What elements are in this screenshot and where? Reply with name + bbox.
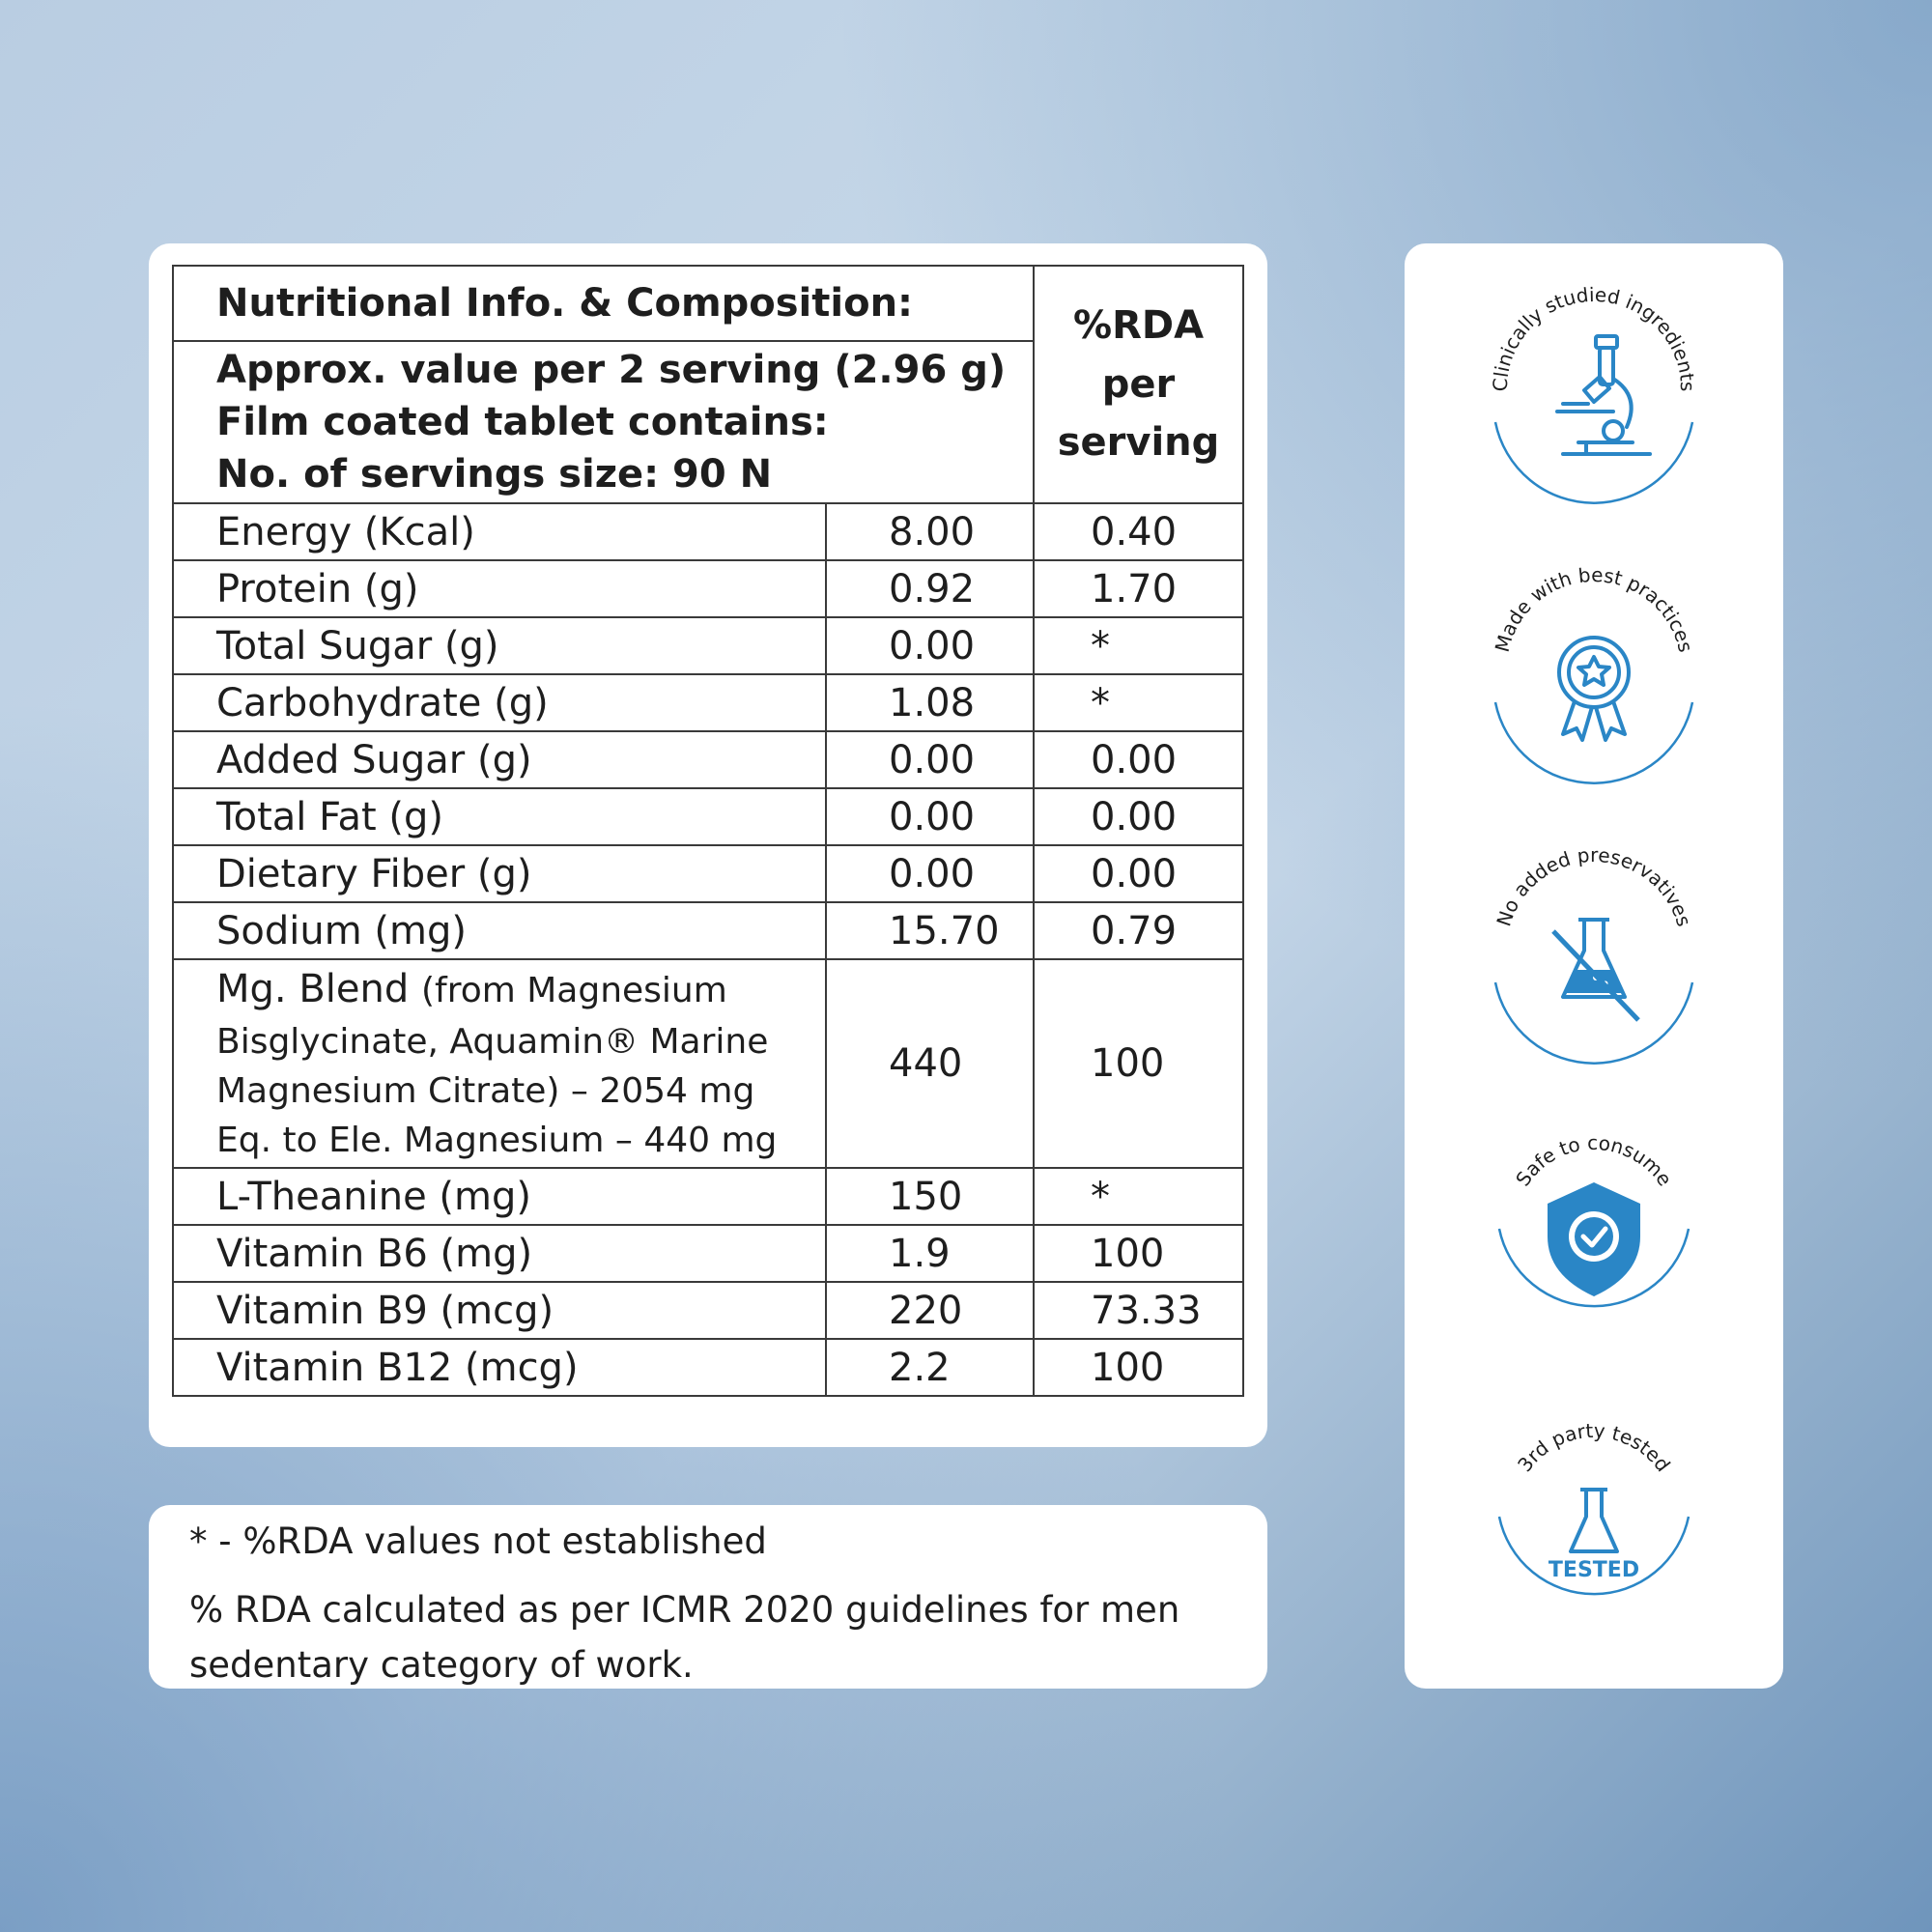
nutrient-value: 0.00 [826,731,1034,788]
footnote-rda: % RDA calculated as per ICMR 2020 guidelines for men sedentary category of work. [189,1589,1180,1687]
nutrient-rda: 0.00 [1034,845,1243,902]
badge-label-text: No added preservatives [1492,842,1696,929]
nutrient-value: 2.2 [826,1339,1034,1396]
footnote-asterisk: * - %RDA values not established [189,1520,767,1562]
table-row [173,731,1243,788]
table-row [173,788,1243,845]
svg-text:3rd party tested [1513,1419,1675,1476]
nutrient-name: Sodium (mg) [173,902,826,959]
nutrient-value: 8.00 [826,503,1034,560]
nutrient-value: 150 [826,1168,1034,1225]
footnote-card [149,1505,1267,1689]
badge-clinically-studied [1486,282,1702,514]
serving-line: No. of servings size: 90 N [216,452,773,497]
table-row-mg-blend [173,959,1243,1168]
nutrient-value: 15.70 [826,902,1034,959]
nutrient-name: Carbohydrate (g) [173,674,826,731]
table-title: Nutritional Info. & Composition: [173,266,1034,341]
nutrient-value: 0.92 [826,560,1034,617]
nutrient-name: Dietary Fiber (g) [173,845,826,902]
badge-label-text: Clinically studied ingredients [1488,282,1700,392]
badge-svg [1486,1122,1702,1354]
nutrient-name: Vitamin B12 (mcg) [173,1339,826,1396]
nutrient-rda: 0.79 [1034,902,1243,959]
nutrient-name: Total Fat (g) [173,788,826,845]
nutrient-name: Protein (g) [173,560,826,617]
rda-header-line: per [1101,361,1176,407]
nutrient-name: Added Sugar (g) [173,731,826,788]
nutrient-value: 0.00 [826,617,1034,674]
badge-svg [1486,562,1702,794]
rda-header-line: %RDA [1072,302,1205,348]
microscope-icon [1557,336,1650,454]
nutrient-rda: 100 [1034,1339,1243,1396]
serving-info [173,341,1034,503]
nutrient-rda: * [1034,617,1243,674]
nutrient-rda: 100 [1034,959,1243,1168]
mg-blend-title: Mg. Blend [216,966,410,1011]
serving-line: Film coated tablet contains: [216,400,829,444]
svg-text:Safe to consume [1511,1131,1677,1190]
nutrient-rda: 0.40 [1034,503,1243,560]
crossed-flask-icon [1553,920,1638,1020]
mg-blend-detail: Eq. to Ele. Magnesium – 440 mg [216,1120,778,1160]
nutrient-name: Vitamin B9 (mcg) [173,1282,826,1339]
nutrient-rda: 0.00 [1034,788,1243,845]
mg-blend-detail: (from Magnesium [420,970,727,1010]
award-ribbon-icon [1559,638,1629,740]
table-row [173,503,1243,560]
nutrient-value: 440 [826,959,1034,1168]
nutrient-rda: * [1034,674,1243,731]
badge-svg [1486,842,1702,1074]
nutrition-table [172,265,1244,1397]
table-row [173,1339,1243,1396]
nutrient-name: Vitamin B6 (mg) [173,1225,826,1282]
mg-blend-name [173,959,826,1168]
mg-blend-detail: Magnesium Citrate) – 2054 mg [216,1070,755,1111]
badge-label-text: 3rd party tested [1513,1418,1675,1477]
rda-header-line: serving [1057,420,1220,466]
badge-safe-to-consume [1486,1122,1702,1354]
shield-check-icon [1548,1182,1640,1296]
mg-blend-detail: Bisglycinate, Aquamin® Marine [216,1021,769,1062]
table-row [173,1282,1243,1339]
nutrient-rda: * [1034,1168,1243,1225]
nutrient-value: 220 [826,1282,1034,1339]
nutrient-value: 1.9 [826,1225,1034,1282]
rda-header [1034,266,1243,503]
nutrient-name: L-Theanine (mg) [173,1168,826,1225]
nutrient-value: 1.08 [826,674,1034,731]
nutrient-rda: 73.33 [1034,1282,1243,1339]
badge-label [1489,283,1699,392]
table-row [173,617,1243,674]
svg-text:Made with best practices [1491,563,1698,655]
badge-svg [1486,282,1702,514]
table-row [173,560,1243,617]
badges-card [1405,243,1783,1689]
table-row [173,1168,1243,1225]
serving-line: Approx. value per 2 serving (2.96 g) [216,348,1007,392]
tested-flask-icon [1548,1490,1639,1582]
nutrient-name: Energy (Kcal) [173,503,826,560]
table-row [173,1225,1243,1282]
nutrition-card [149,243,1267,1447]
nutrient-name: Total Sugar (g) [173,617,826,674]
nutrient-value: 0.00 [826,845,1034,902]
tested-label: TESTED [1548,1558,1640,1582]
badge-label-text: Safe to consume [1511,1130,1677,1191]
nutrient-rda: 0.00 [1034,731,1243,788]
badge-third-party-tested [1486,1410,1702,1642]
nutrient-value: 0.00 [826,788,1034,845]
badge-no-preservatives [1486,842,1702,1074]
table-row [173,674,1243,731]
table-row [173,845,1243,902]
badge-best-practices [1486,562,1702,794]
nutrient-rda: 1.70 [1034,560,1243,617]
badge-label-text: Made with best practices [1490,562,1698,655]
table-row [173,902,1243,959]
svg-text:No added preservatives [1492,843,1695,929]
badge-svg [1486,1410,1702,1642]
nutrient-rda: 100 [1034,1225,1243,1282]
